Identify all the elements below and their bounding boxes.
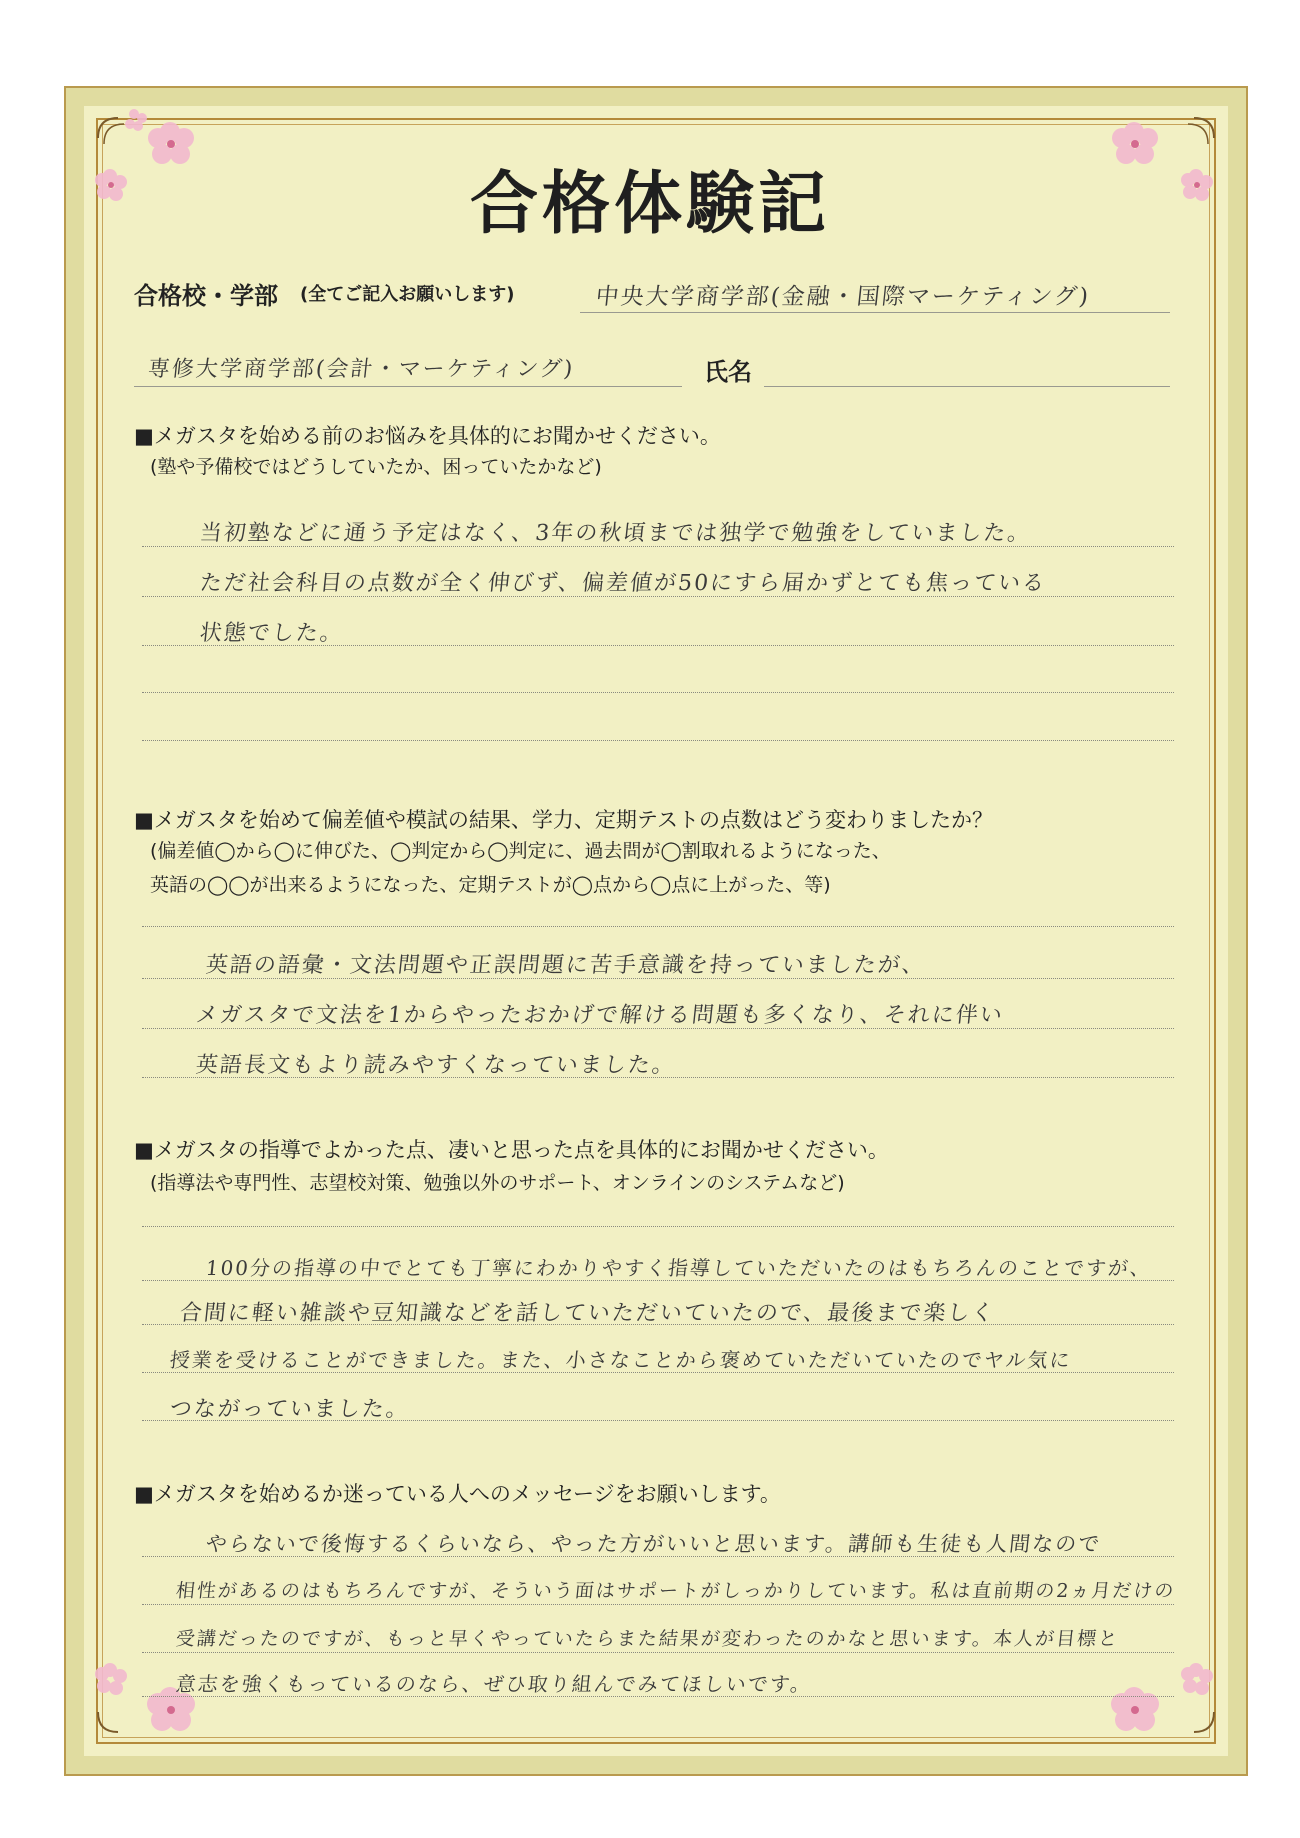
school-label: 合格校・学部 bbox=[134, 282, 278, 310]
school-line-1 bbox=[580, 312, 1170, 313]
section-3-note: (指導法や専門性、志望校対策、勉強以外のサポート、オンラインのシステムなど) bbox=[150, 1172, 845, 1194]
section-2-note: (偏差値◯から◯に伸びた、◯判定から◯判定に、過去問が◯割取れるようになった、 bbox=[150, 840, 891, 862]
section-2-answer-line: 英語長文もより読みやすくなっていました。 bbox=[194, 1053, 678, 1078]
ruled-line bbox=[142, 692, 1174, 693]
ruled-line bbox=[142, 978, 1174, 979]
ruled-line bbox=[142, 1556, 1174, 1557]
section-2-answer-line: 英語の語彙・文法問題や正誤問題に苦手意識を持っていましたが、 bbox=[204, 953, 928, 978]
ruled-line bbox=[142, 1280, 1174, 1281]
ruled-line bbox=[142, 1420, 1174, 1421]
section-3-answer-line: つながっていました。 bbox=[168, 1397, 412, 1422]
section-1-answer-line: 当初塾などに通う予定はなく、3年の秋頃までは独学で勉強をしていました。 bbox=[198, 521, 1033, 546]
ruled-line bbox=[142, 1077, 1174, 1078]
section-3-answer-line: 合間に軽い雑談や豆知識などを話していただいていたので、最後まで楽しく bbox=[178, 1301, 997, 1326]
ruled-line bbox=[142, 546, 1174, 547]
section-1-answer-line: ただ社会科目の点数が全く伸びず、偏差値が50にすら届かずとても焦っている bbox=[198, 571, 1048, 596]
section-1-question: ■メガスタを始める前のお悩みを具体的にお聞かせください。 bbox=[134, 424, 721, 448]
ruled-line bbox=[142, 596, 1174, 597]
ruled-line bbox=[142, 1226, 1174, 1227]
ruled-line bbox=[142, 1324, 1174, 1325]
section-2-question: ■メガスタを始めて偏差値や模試の結果、学力、定期テストの点数はどう変わりましたか？ bbox=[134, 808, 993, 832]
school-line-2 bbox=[134, 386, 682, 387]
section-1-answer-line: 状態でした。 bbox=[198, 621, 346, 646]
ruled-line bbox=[142, 1372, 1174, 1373]
school-answer-2: 専修大学商学部(会計・マーケティング) bbox=[146, 357, 576, 382]
section-3-answer-line: 授業を受けることができました。また、小さなことから褒めていただいていたのでヤル気に bbox=[168, 1348, 1073, 1372]
section-2-note-2: 英語の◯◯が出来るようになった、定期テストが◯点から◯点に上がった、等) bbox=[150, 874, 831, 896]
section-4-answer-line: 意志を強くもっているのなら、ぜひ取り組んでみてほしいです。 bbox=[174, 1672, 814, 1696]
section-3-answer-line: 100分の指導の中でとても丁寧にわかりやすく指導していただいたのはもちろんのことですが、 bbox=[204, 1256, 1154, 1280]
section-2-answer-line: メガスタで文法を1からやったおかげで解ける問題も多くなり、それに伴い bbox=[194, 1003, 1006, 1028]
section-4-answer-line: 受講だったのですが、もっと早くやっていたらまた結果が変わったのかなと思います。本人が目標と bbox=[174, 1628, 1121, 1650]
ruled-line bbox=[142, 1652, 1174, 1653]
school-note: (全てご記入お願いします) bbox=[300, 284, 515, 305]
section-1-note: (塾や予備校ではどうしていたか、困っていたかなど) bbox=[150, 456, 602, 478]
page-title: 合格体験記 bbox=[469, 164, 830, 244]
ruled-line bbox=[142, 645, 1174, 646]
ruled-line bbox=[142, 1028, 1174, 1029]
ruled-line bbox=[142, 1604, 1174, 1605]
section-4-question: ■メガスタを始めるか迷っている人へのメッセージをお願いします。 bbox=[134, 1482, 781, 1506]
school-answer-1: 中央大学商学部(金融・国際マーケティング) bbox=[594, 284, 1092, 310]
name-field-line bbox=[764, 386, 1170, 387]
section-4-answer-line: やらないで後悔するくらいなら、やった方がいいと思います。講師も生徒も人間なので bbox=[204, 1532, 1103, 1556]
ruled-line bbox=[142, 926, 1174, 927]
section-3-question: ■メガスタの指導でよかった点、凄いと思った点を具体的にお聞かせください。 bbox=[134, 1138, 889, 1162]
name-label: 氏名 bbox=[704, 358, 752, 386]
section-4-answer-line: 相性があるのはもちろんですが、そういう面はサポートがしっかりしています。私は直前期の2ヵ月だけの bbox=[174, 1580, 1177, 1602]
ruled-line bbox=[142, 1696, 1174, 1697]
ruled-line bbox=[142, 740, 1174, 741]
